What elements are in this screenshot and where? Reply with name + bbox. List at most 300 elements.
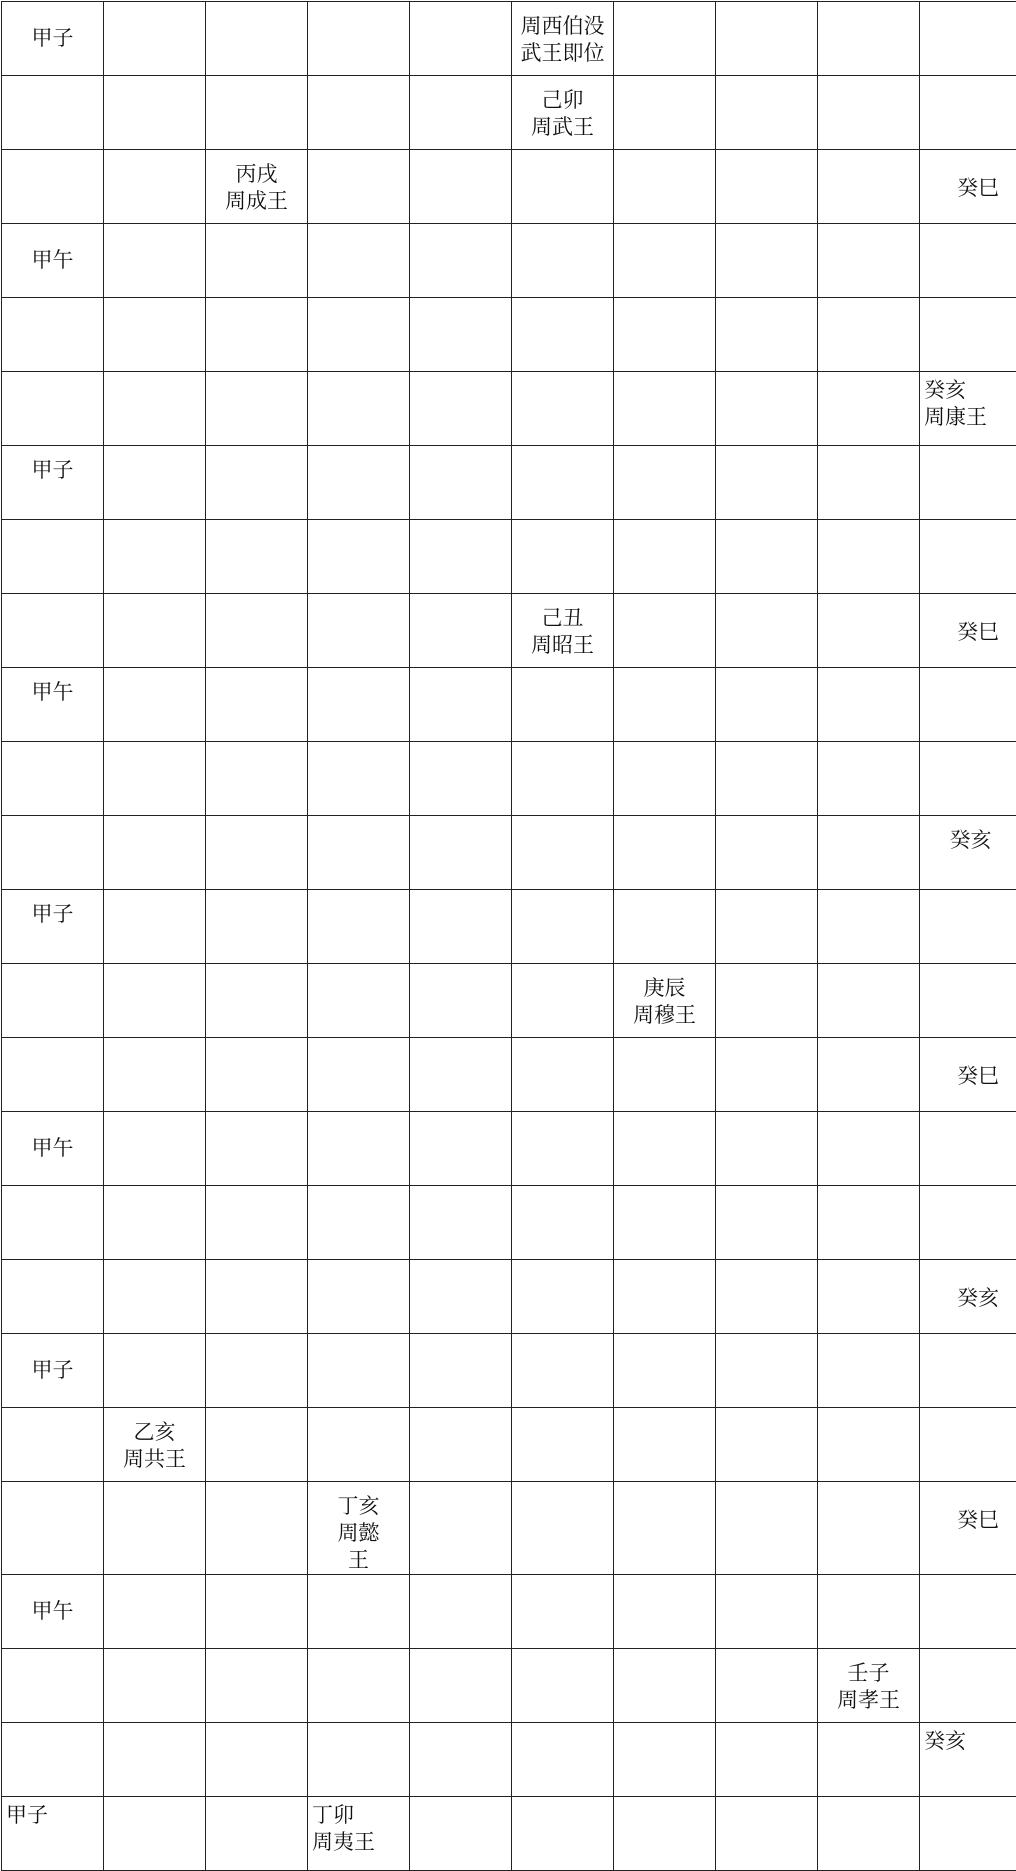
table-cell: [206, 1649, 308, 1723]
table-cell: [920, 816, 1016, 890]
table-cell: [308, 742, 410, 816]
table-cell: [410, 742, 512, 816]
cell-text: [920, 816, 1016, 854]
table-cell: [206, 1260, 308, 1334]
table-cell: [818, 298, 920, 372]
table-cell: [920, 1575, 1016, 1649]
cell-line: 周孝王: [818, 1687, 919, 1714]
table-cell: [410, 520, 512, 594]
table-cell: [512, 742, 614, 816]
table-cell: [206, 668, 308, 742]
table-cell: [410, 1575, 512, 1649]
table-cell: [308, 1482, 410, 1575]
table-cell: [512, 1112, 614, 1186]
table-row: [2, 668, 1016, 742]
table-cell: [410, 150, 512, 224]
cell-text: [512, 2, 613, 67]
cell-line: 周夷王: [312, 1829, 409, 1856]
table-cell: [206, 1186, 308, 1260]
table-cell: [308, 1575, 410, 1649]
table-cell: [512, 890, 614, 964]
table-row: [2, 446, 1016, 520]
table-cell: [2, 520, 104, 594]
table-cell: [308, 668, 410, 742]
table-cell: [308, 890, 410, 964]
cell-text: [2, 224, 103, 274]
table-cell: [104, 76, 206, 150]
table-cell: [2, 298, 104, 372]
table-row: [2, 1408, 1016, 1482]
table-row: [2, 1575, 1016, 1649]
table-cell: [716, 964, 818, 1038]
table-cell: [2, 1649, 104, 1723]
table-cell: [614, 1408, 716, 1482]
table-cell: [716, 1649, 818, 1723]
table-cell: [512, 446, 614, 520]
table-cell: [308, 1797, 410, 1871]
table-row: [2, 1038, 1016, 1112]
table-row: [2, 890, 1016, 964]
table-cell: [920, 1112, 1016, 1186]
table-cell: [818, 816, 920, 890]
table-cell: [818, 1575, 920, 1649]
cell-text: [2, 890, 103, 928]
table-row: [2, 76, 1016, 150]
cell-text: [512, 76, 613, 141]
table-cell: [614, 2, 716, 76]
table-cell: [104, 520, 206, 594]
table-cell: [206, 520, 308, 594]
table-cell: [206, 1334, 308, 1408]
table-cell: [512, 298, 614, 372]
table-cell: [512, 224, 614, 298]
cell-line: 甲子: [2, 25, 103, 52]
table-row: [2, 520, 1016, 594]
table-cell: [818, 890, 920, 964]
table-cell: [716, 594, 818, 668]
cell-text: [920, 150, 1016, 202]
table-cell: [206, 1408, 308, 1482]
table-cell: [818, 224, 920, 298]
table-cell: [104, 1797, 206, 1871]
table-cell: [308, 446, 410, 520]
cell-line: 癸巳: [920, 175, 999, 202]
table-cell: [716, 890, 818, 964]
table-row: [2, 1260, 1016, 1334]
table-cell: [614, 1482, 716, 1575]
cell-text: [308, 1797, 409, 1856]
table-cell: [104, 1112, 206, 1186]
table-cell: [410, 1038, 512, 1112]
cell-text: [920, 1260, 1016, 1312]
table-cell: [104, 1260, 206, 1334]
table-cell: [818, 1112, 920, 1186]
cell-line: 癸巳: [920, 1507, 999, 1534]
table-cell: [2, 224, 104, 298]
table-cell: [614, 1334, 716, 1408]
table-cell: [410, 1408, 512, 1482]
table-cell: [410, 1260, 512, 1334]
table-cell: [410, 76, 512, 150]
table-cell: [206, 2, 308, 76]
cell-line: 甲午: [2, 247, 103, 274]
chronology-table: [1, 1, 1016, 1871]
table-cell: [818, 594, 920, 668]
table-cell: [308, 1112, 410, 1186]
table-cell: [206, 150, 308, 224]
cell-line: 周昭王: [512, 632, 613, 659]
table-cell: [206, 1723, 308, 1797]
table-cell: [614, 1723, 716, 1797]
table-cell: [308, 1723, 410, 1797]
cell-text: [2, 1334, 103, 1384]
table-cell: [2, 1408, 104, 1482]
cell-text: [2, 2, 103, 52]
table-cell: [818, 520, 920, 594]
table-cell: [512, 372, 614, 446]
table-cell: [716, 372, 818, 446]
table-cell: [104, 1038, 206, 1112]
table-cell: [2, 1334, 104, 1408]
table-cell: [920, 1038, 1016, 1112]
cell-line: 癸亥: [924, 377, 1016, 404]
table-cell: [104, 150, 206, 224]
table-cell: [818, 76, 920, 150]
table-cell: [206, 890, 308, 964]
table-cell: [2, 1723, 104, 1797]
table-cell: [308, 76, 410, 150]
table-cell: [920, 964, 1016, 1038]
table-cell: [512, 1408, 614, 1482]
table-cell: [410, 1797, 512, 1871]
table-cell: [920, 372, 1016, 446]
cell-line: 丙戌: [206, 161, 307, 188]
table-cell: [410, 224, 512, 298]
table-cell: [2, 668, 104, 742]
table-cell: [920, 1482, 1016, 1575]
table-cell: [308, 1038, 410, 1112]
table-cell: [818, 1038, 920, 1112]
table-cell: [818, 2, 920, 76]
table-cell: [104, 964, 206, 1038]
table-cell: [920, 446, 1016, 520]
cell-line: 甲子: [6, 1802, 103, 1829]
table-cell: [206, 1797, 308, 1871]
table-cell: [716, 1723, 818, 1797]
table-row: [2, 594, 1016, 668]
table-cell: [206, 224, 308, 298]
table-cell: [512, 2, 614, 76]
table-cell: [104, 1575, 206, 1649]
table-row: [2, 298, 1016, 372]
table-cell: [716, 1797, 818, 1871]
table-cell: [308, 150, 410, 224]
table-cell: [206, 1575, 308, 1649]
table-cell: [716, 1038, 818, 1112]
table-cell: [920, 520, 1016, 594]
cell-text: [512, 594, 613, 659]
table-row: [2, 1723, 1016, 1797]
table-cell: [206, 298, 308, 372]
table-cell: [512, 1482, 614, 1575]
table-cell: [716, 1186, 818, 1260]
cell-line: 周西伯没: [512, 13, 613, 40]
table-cell: [104, 372, 206, 446]
table-cell: [104, 446, 206, 520]
table-cell: [818, 372, 920, 446]
table-cell: [2, 890, 104, 964]
table-cell: [920, 1334, 1016, 1408]
cell-text: [308, 1482, 409, 1574]
table-cell: [104, 1482, 206, 1575]
table-cell: [410, 298, 512, 372]
table-cell: [104, 816, 206, 890]
table-cell: [410, 816, 512, 890]
table-cell: [206, 594, 308, 668]
table-cell: [410, 1723, 512, 1797]
cell-line: 甲午: [2, 1135, 103, 1162]
table-cell: [104, 742, 206, 816]
table-cell: [512, 1260, 614, 1334]
table-cell: [206, 964, 308, 1038]
table-cell: [206, 816, 308, 890]
table-cell: [308, 372, 410, 446]
table-cell: [104, 594, 206, 668]
table-row: [2, 1112, 1016, 1186]
table-cell: [104, 2, 206, 76]
table-cell: [410, 2, 512, 76]
table-cell: [920, 594, 1016, 668]
cell-text: [2, 1112, 103, 1162]
cell-text: [2, 446, 103, 484]
table-cell: [410, 964, 512, 1038]
table-cell: [716, 446, 818, 520]
cell-text: [920, 1482, 1016, 1534]
table-cell: [512, 76, 614, 150]
table-cell: [206, 446, 308, 520]
table-cell: [716, 150, 818, 224]
cell-line: 甲子: [2, 1357, 103, 1384]
table-row: [2, 964, 1016, 1038]
table-cell: [308, 1334, 410, 1408]
cell-line: 周成王: [206, 188, 307, 215]
cell-text: [206, 150, 307, 215]
cell-text: [104, 1408, 205, 1473]
table-cell: [614, 372, 716, 446]
cell-line: 周懿: [308, 1520, 409, 1547]
table-row: [2, 1649, 1016, 1723]
table-cell: [614, 1112, 716, 1186]
table-cell: [2, 150, 104, 224]
table-cell: [2, 1260, 104, 1334]
table-cell: [2, 594, 104, 668]
table-row: [2, 150, 1016, 224]
cell-line: 王: [308, 1547, 409, 1574]
table-cell: [920, 1797, 1016, 1871]
table-cell: [920, 668, 1016, 742]
table-cell: [308, 594, 410, 668]
table-cell: [2, 1575, 104, 1649]
table-cell: [920, 1260, 1016, 1334]
table-cell: [818, 742, 920, 816]
table-cell: [920, 150, 1016, 224]
table-cell: [2, 1186, 104, 1260]
table-cell: [512, 1649, 614, 1723]
cell-line: 癸亥: [920, 1285, 999, 1312]
cell-line: 武王即位: [512, 40, 613, 67]
table-cell: [512, 150, 614, 224]
table-cell: [2, 1482, 104, 1575]
table-cell: [2, 2, 104, 76]
table-cell: [308, 816, 410, 890]
table-cell: [818, 1186, 920, 1260]
table-cell: [410, 668, 512, 742]
table-cell: [920, 76, 1016, 150]
table-cell: [206, 1112, 308, 1186]
table-cell: [410, 1186, 512, 1260]
cell-line: 甲午: [2, 1598, 103, 1625]
cell-line: 己卯: [512, 87, 613, 114]
table-cell: [614, 668, 716, 742]
table-cell: [920, 1186, 1016, 1260]
table-cell: [410, 1649, 512, 1723]
table-cell: [920, 2, 1016, 76]
table-cell: [614, 150, 716, 224]
table-row: [2, 1186, 1016, 1260]
table-cell: [206, 742, 308, 816]
table-cell: [104, 890, 206, 964]
table-cell: [614, 594, 716, 668]
table-cell: [614, 298, 716, 372]
table-cell: [818, 964, 920, 1038]
table-cell: [818, 1260, 920, 1334]
table-cell: [2, 816, 104, 890]
table-cell: [614, 816, 716, 890]
table-cell: [410, 1482, 512, 1575]
table-cell: [920, 1408, 1016, 1482]
cell-line: 壬子: [818, 1660, 919, 1687]
table-cell: [818, 446, 920, 520]
table-cell: [308, 1408, 410, 1482]
table-cell: [104, 1186, 206, 1260]
cell-line: 庚辰: [614, 975, 715, 1002]
table-cell: [920, 1649, 1016, 1723]
table-cell: [410, 446, 512, 520]
table-cell: [818, 1334, 920, 1408]
table-cell: [206, 1482, 308, 1575]
cell-text: [920, 594, 1016, 646]
table-cell: [716, 1334, 818, 1408]
table-cell: [206, 76, 308, 150]
table-cell: [410, 1334, 512, 1408]
table-cell: [308, 298, 410, 372]
table-cell: [308, 1649, 410, 1723]
cell-line: 周共王: [104, 1446, 205, 1473]
table-cell: [308, 1260, 410, 1334]
table-cell: [716, 76, 818, 150]
table-cell: [104, 1334, 206, 1408]
table-cell: [614, 890, 716, 964]
table-cell: [410, 890, 512, 964]
table-cell: [512, 1334, 614, 1408]
table-cell: [512, 1723, 614, 1797]
cell-text: [920, 372, 1016, 431]
table-cell: [2, 1038, 104, 1112]
table-cell: [716, 520, 818, 594]
table-cell: [716, 298, 818, 372]
table-cell: [818, 1649, 920, 1723]
table-cell: [716, 1408, 818, 1482]
table-cell: [512, 520, 614, 594]
table-cell: [104, 1649, 206, 1723]
table-cell: [104, 224, 206, 298]
cell-line: 周穆王: [614, 1002, 715, 1029]
table-cell: [308, 2, 410, 76]
table-cell: [614, 1260, 716, 1334]
table-cell: [512, 816, 614, 890]
table-cell: [920, 890, 1016, 964]
table-cell: [716, 1112, 818, 1186]
table-cell: [206, 1038, 308, 1112]
table-cell: [818, 1723, 920, 1797]
cell-text: [818, 1649, 919, 1714]
table-row: [2, 224, 1016, 298]
table-cell: [410, 372, 512, 446]
cell-line: 丁亥: [308, 1493, 409, 1520]
table-cell: [614, 224, 716, 298]
table-cell: [206, 372, 308, 446]
table-row: [2, 372, 1016, 446]
table-cell: [104, 1408, 206, 1482]
cell-text: [2, 1797, 103, 1829]
cell-line: 周康王: [924, 404, 1016, 431]
table-cell: [104, 668, 206, 742]
table-cell: [614, 742, 716, 816]
table-cell: [512, 964, 614, 1038]
cell-text: [614, 964, 715, 1029]
table-cell: [410, 1112, 512, 1186]
table-cell: [614, 1649, 716, 1723]
table-cell: [2, 1797, 104, 1871]
table-cell: [614, 520, 716, 594]
table-cell: [818, 1797, 920, 1871]
table-cell: [512, 1038, 614, 1112]
table-cell: [2, 446, 104, 520]
table-row: [2, 1797, 1016, 1871]
table-cell: [308, 520, 410, 594]
table-cell: [410, 594, 512, 668]
table-cell: [308, 964, 410, 1038]
cell-text: [2, 1575, 103, 1625]
table-cell: [104, 1723, 206, 1797]
table-cell: [920, 742, 1016, 816]
table-cell: [716, 224, 818, 298]
table-cell: [2, 742, 104, 816]
table-cell: [614, 1575, 716, 1649]
table-cell: [716, 1575, 818, 1649]
cell-text: [2, 668, 103, 706]
table-cell: [716, 742, 818, 816]
cell-line: 甲子: [2, 901, 103, 928]
table-cell: [614, 964, 716, 1038]
cell-line: 甲午: [2, 679, 103, 706]
table-cell: [716, 668, 818, 742]
cell-line: 癸巳: [920, 1063, 999, 1090]
table-cell: [512, 668, 614, 742]
table-row: [2, 742, 1016, 816]
table-cell: [512, 594, 614, 668]
table-cell: [308, 224, 410, 298]
